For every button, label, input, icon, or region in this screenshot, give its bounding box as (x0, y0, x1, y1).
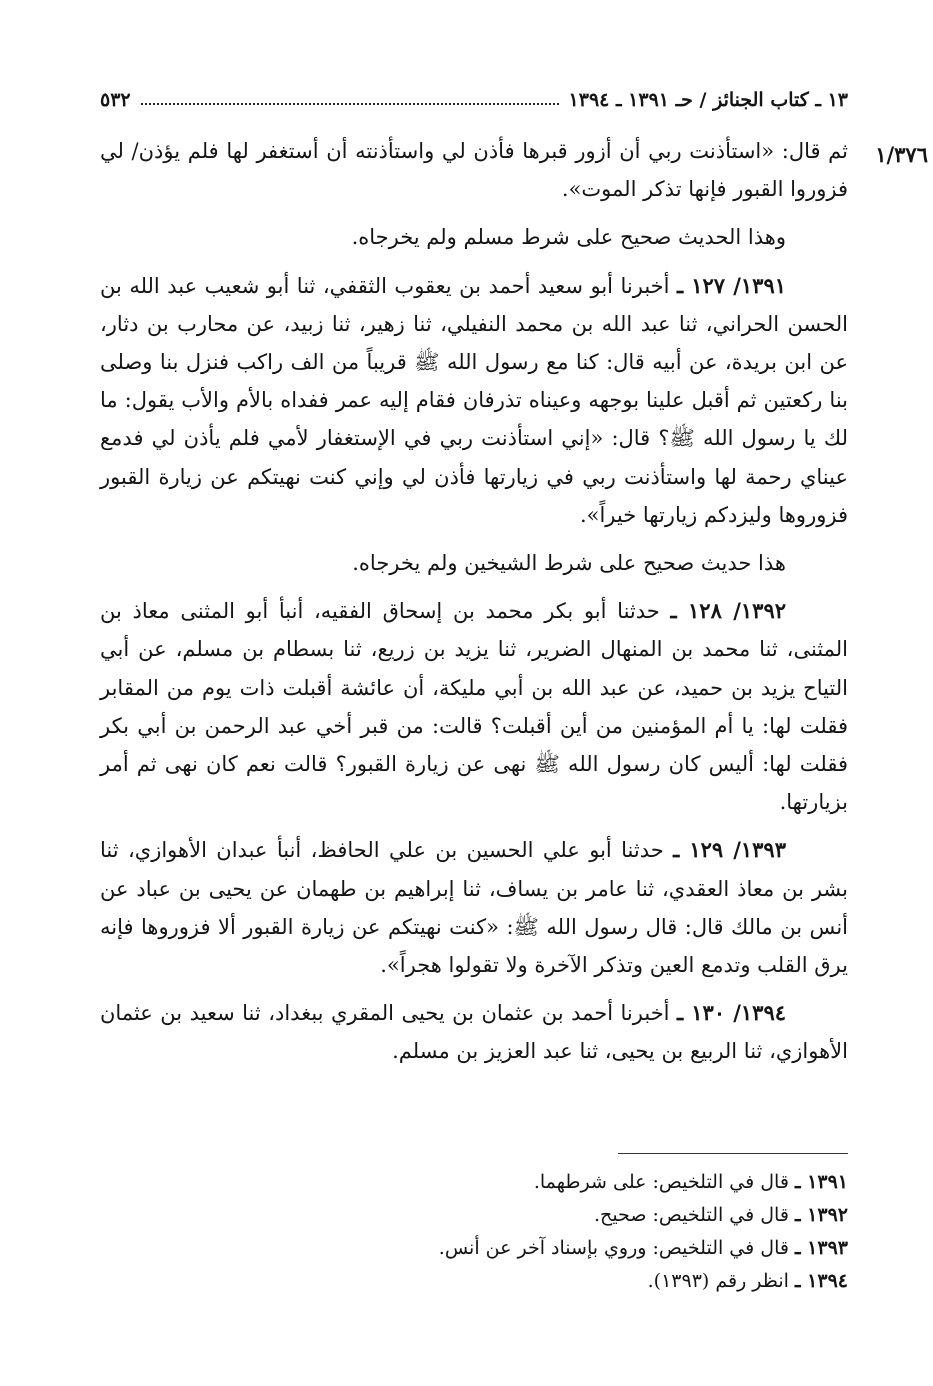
footnote-number: ١٣٩٤ ـ (794, 1270, 848, 1292)
hadith-paragraph (100, 592, 848, 821)
hadith-paragraph (100, 267, 848, 534)
footnote-text: قال في التلخيص: على شرطهما. (533, 1171, 789, 1193)
footnote-text: انظر رقم (١٣٩٣). (647, 1270, 789, 1292)
footnote-number: ١٣٩١ ـ (794, 1171, 848, 1193)
paragraph-continuation (100, 132, 848, 208)
running-header (100, 84, 848, 116)
paragraph-text: وهذا الحديث صحيح على شرط مسلم ولم يخرجاه. (351, 225, 786, 250)
margin-volume-page-reference: ١/٣٧٦ (875, 142, 928, 167)
paragraph-grading (100, 218, 848, 256)
hadith-number: ١٣٩١/ ١٢٧ ـ (676, 272, 787, 298)
footnote-text: قال في التلخيص: صحيح. (594, 1204, 789, 1226)
paragraph-text: حدثنا أبو علي الحسين بن علي الحافظ، أنبأ عبدان الأهوازي، ثنا بشر بن معاذ العقدي، ثنا عامر بن يساف، ثنا إبراهيم بن طهمان عن يحيى بن عباد عن أنس بن مالك قال: قال رسول الله ﷺ: «كنت نهيتكم عن زيارة القبور ألا فزوروها فإنه يرق القلب وتدمع العين وتذكر الآخرة ولا تقولوا هجراً». (100, 838, 848, 978)
footnote-divider (618, 1153, 848, 1154)
hadith-number: ١٣٩٤/ ١٣٠ ـ (677, 1000, 787, 1026)
paragraph-text: حدثنا أبو بكر محمد بن إسحاق الفقيه، أنبأ أبو المثنى معاذ بن المثنى، ثنا محمد بن المنهال الضرير، ثنا يزيد بن زريع، ثنا بسطام بن مسلم، عن أبي التياح يزيد بن حميد، عن عبد الله بن أبي مليكة، أن عائشة أقبلت ذات يوم من المقابر فقلت لها: يا أم المؤمنين من أين أقبلت؟ قالت: من قبر أخي عبد الرحمن بن أبي بكر فقلت لها: أليس كان رسول الله ﷺ نهى عن زيارة القبور؟ قالت نعم كان نهى ثم أمر بزيارتها. (100, 599, 848, 815)
hadith-paragraph (100, 831, 848, 984)
main-text (100, 132, 848, 1081)
footnotes (100, 1166, 848, 1298)
paragraph-text: ثم قال: «استأذنت ربي أن أزور قبرها فأذن لي واستأذنته أن أستغفر لها فلم يؤذن/ لي فزوروا القبور فإنها تذكر الموت». (100, 139, 848, 202)
footnote-number: ١٣٩٣ ـ (794, 1237, 848, 1259)
paragraph-grading (100, 544, 848, 582)
footnote-item (100, 1199, 848, 1232)
footnote-number: ١٣٩٢ ـ (794, 1204, 848, 1226)
footnote-item (100, 1265, 848, 1298)
paragraph-text: أخبرنا أبو سعيد أحمد بن يعقوب الثقفي، ثنا أبو شعيب عبد الله بن الحسن الحراني، ثنا عبد الله بن محمد النفيلي، ثنا زهير، ثنا زبيد، عن محارب بن دثار، عن ابن بريدة، عن أبيه قال: كنا مع رسول الله ﷺ قريباً من الف راكب فنزل بنا وصلى بنا ركعتين ثم أقبل علينا بوجهه وعيناه تذرفان فقام إليه عمر ففداه بالأم والأب يقول: ما لك يا رسول الله ﷺ؟ قال: «إني استأذنت ربي في الإستغفار لأمي فلم يأذن لي فدمع عيناي رحمة لها واستأذنت ربي في زيارتها فأذن لي وإني كنت نهيتكم عن زيارة القبور فزوروها وليزدكم زيارتها خيراً». (100, 273, 848, 527)
footnote-item (100, 1232, 848, 1265)
paragraph-text: أخبرنا أحمد بن عثمان بن يحيى المقري ببغداد، ثنا سعيد بن عثمان الأهوازي، ثنا الربيع بن يحيى، ثنا عبد العزيز بن مسلم. (100, 1001, 848, 1064)
footnote-text: قال في التلخيص: وروي بإسناد آخر عن أنس. (438, 1237, 789, 1259)
header-dot-leader (141, 103, 559, 105)
hadith-number: ١٣٩٢/ ١٢٨ ـ (670, 598, 787, 624)
hadith-paragraph (100, 994, 848, 1070)
footnote-item (100, 1166, 848, 1199)
paragraph-text: هذا حديث صحيح على شرط الشيخين ولم يخرجاه. (352, 551, 786, 576)
hadith-number: ١٣٩٣/ ١٢٩ ـ (673, 837, 786, 863)
header-title: ١٣ ـ كتاب الجنائز / حـ ١٣٩١ ـ ١٣٩٤ (568, 89, 848, 111)
page-number: ٥٣٢ (100, 89, 131, 111)
